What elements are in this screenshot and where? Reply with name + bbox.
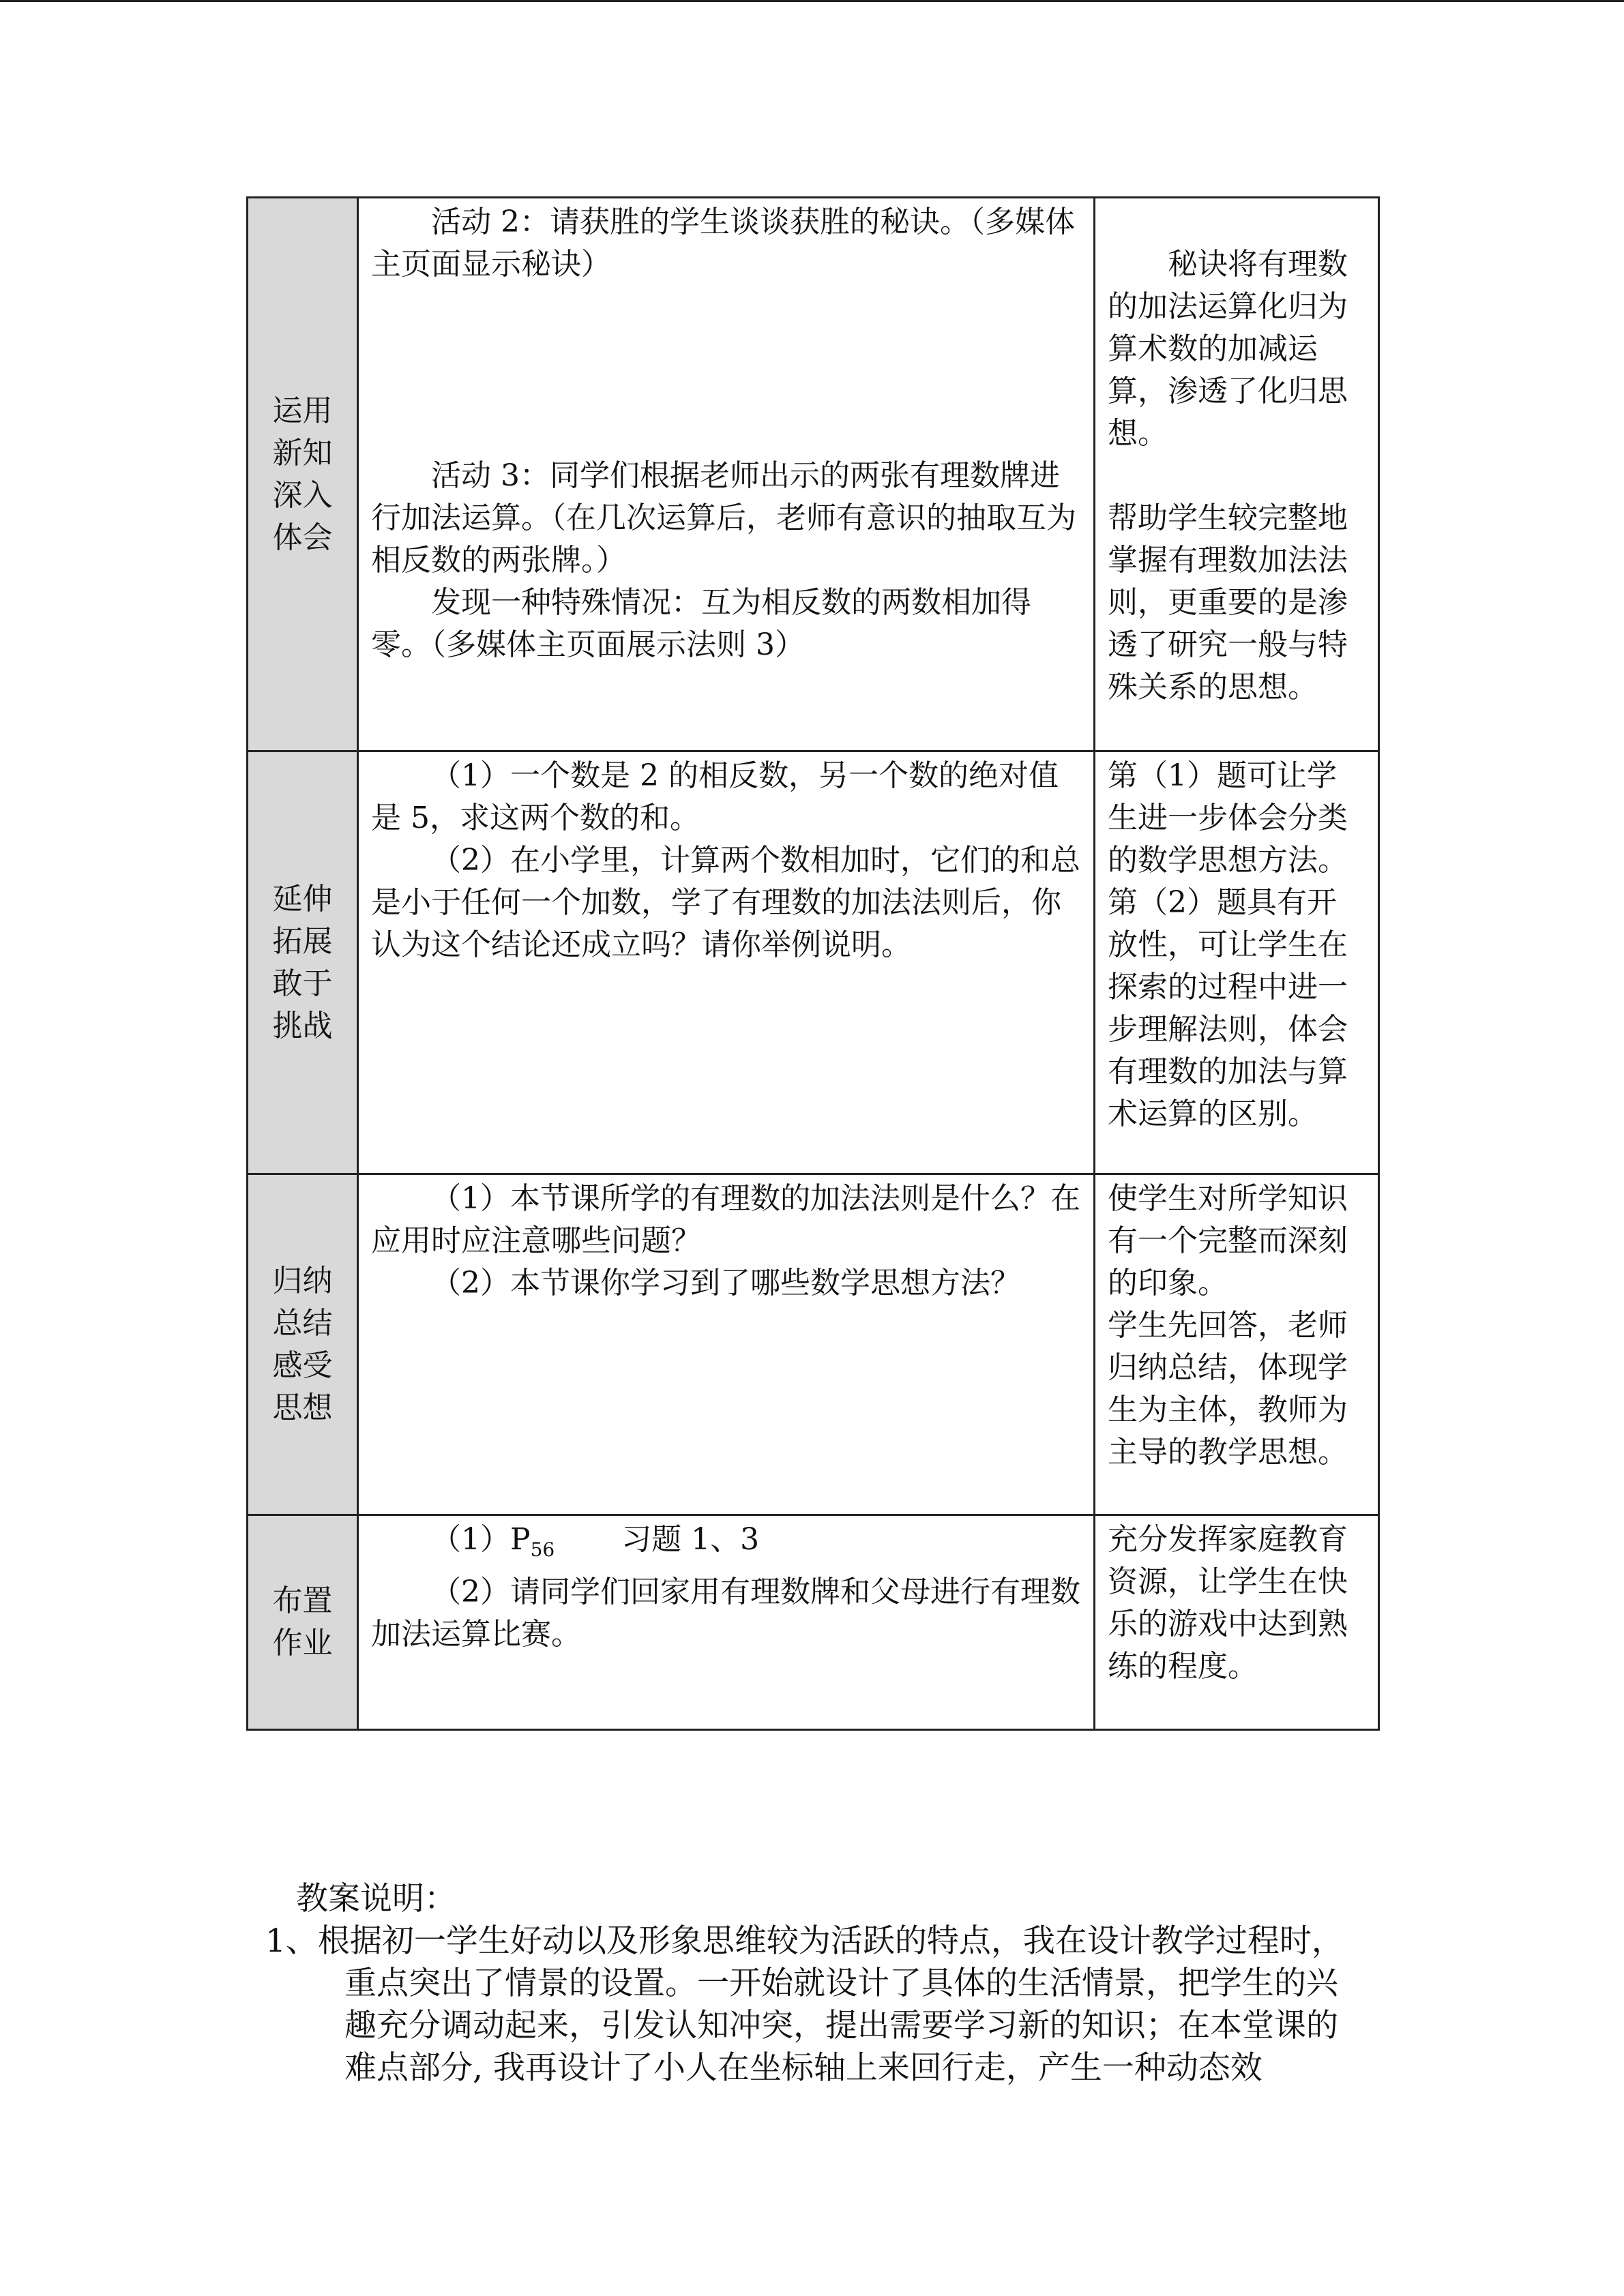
note-cell [1095, 1174, 1379, 1515]
stage-label: 归纳总结感受思想 [272, 1263, 333, 1425]
homework-suffix: 习题 1、3 [621, 1522, 760, 1557]
explanation-item-body [265, 1920, 1357, 2089]
activity-cell [358, 1515, 1095, 1730]
page-top-border [0, 0, 1624, 2]
note-text: 帮助学生较完整地掌握有理数加法法则，更重要的是渗透了研究一般与特殊关系的思想。 [1108, 501, 1348, 704]
table-row [248, 751, 1379, 1174]
note-text: 充分发挥家庭教育资源，让学生在快乐的游戏中达到熟练的程度。 [1108, 1522, 1348, 1684]
note-text: 使学生对所学知识有一个完整而深刻的印象。 [1108, 1181, 1348, 1300]
stage-cell [248, 1174, 358, 1515]
table-row [248, 198, 1379, 751]
explanation-item-number: 1、 [265, 1922, 318, 1960]
activity-text: （2）本节课你学习到了哪些数学思想方法？ [431, 1266, 1020, 1300]
explanation-heading: 教案说明： [296, 1880, 456, 1918]
table-row [248, 1515, 1379, 1730]
activity-text: （1）一个数是 2 的相反数，另一个数的绝对值是 5，求这两个数的和。 [371, 758, 1059, 835]
explanation-item [265, 1920, 1357, 2089]
lesson-plan-table [246, 196, 1380, 1731]
table-row [248, 1174, 1379, 1515]
note-text: 学生先回答，老师归纳总结，体现学生为主体，教师为主导的教学思想。 [1108, 1308, 1348, 1470]
homework-item [371, 1519, 1081, 1571]
note-cell [1095, 1515, 1379, 1730]
lesson-explanation [265, 1878, 1357, 2089]
note-cell [1095, 751, 1379, 1174]
activity-text: 发现一种特殊情况：互为相反数的两数相加得零。（多媒体主页面展示法则 3） [371, 585, 1031, 662]
stage-label: 布置作业 [272, 1583, 333, 1660]
explanation-item-text: 根据初一学生好动以及形象思维较为活跃的特点，我在设计教学过程时，重点突出了情景的设置。一开始就设计了具体的生活情景，把学生的兴趣充分调动起来，引发认知冲突，提出需要学习新的知识；在本堂课的难点部分, 我再设计了小人在坐标轴上来回行走，产生一种动态效 [317, 1922, 1344, 2087]
activity-cell [358, 198, 1095, 751]
note-text: 第（1）题可让学生进一步体会分类的数学思想方法。第（2）题具有开放性，可让学生在探索的过程中进一步理解法则，体会有理数的加法与算术运算的区别。 [1108, 758, 1348, 1131]
stage-cell [248, 1515, 358, 1730]
note-cell [1095, 198, 1379, 751]
activity-text: 活动 3：同学们根据老师出示的两张有理数牌进行加法运算。（在几次运算后，老师有意识的抽取互为相反数的两张牌。） [371, 458, 1076, 578]
activity-text: （2）请同学们回家用有理数牌和父母进行有理数加法运算比赛。 [371, 1574, 1080, 1652]
activity-cell [358, 751, 1095, 1174]
stage-cell [248, 198, 358, 751]
activity-text: （2）在小学里，计算两个数相加时，它们的和总是小于任何一个加数，学了有理数的加法法则后，你认为这个结论还成立吗？请你举例说明。 [371, 843, 1080, 962]
stage-label: 延伸拓展敢于挑战 [272, 881, 333, 1043]
activity-cell [358, 1174, 1095, 1515]
activity-text: 活动 2：请获胜的学生谈谈获胜的秘诀。（多媒体主页面显示秘诀） [371, 205, 1075, 282]
homework-prefix: （1）P [431, 1522, 531, 1557]
homework-page-sub: 56 [530, 1538, 555, 1561]
note-text: 秘诀将有理数的加法运算化归为算术数的加减运算，渗透了化归思想。 [1108, 247, 1348, 451]
activity-text: （1）本节课所学的有理数的加法法则是什么？在应用时应注意哪些问题？ [371, 1181, 1080, 1258]
stage-cell [248, 751, 358, 1174]
stage-label: 运用新知深入体会 [272, 393, 333, 555]
